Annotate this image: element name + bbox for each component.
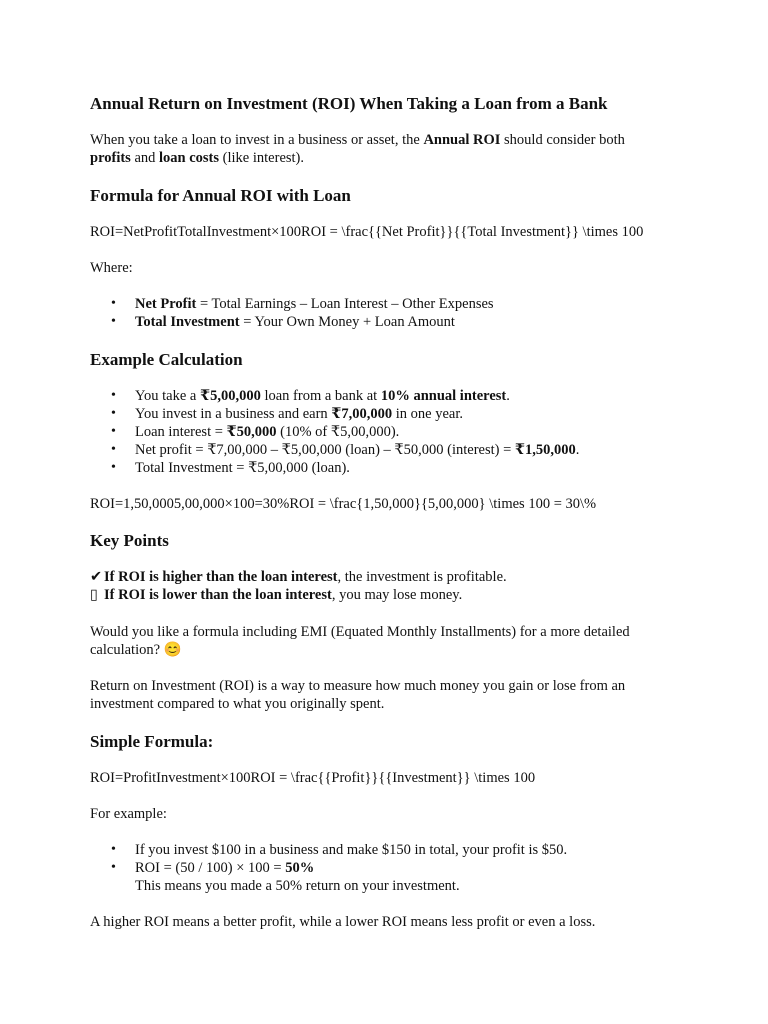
formula-simple-roi: ROI=ProfitInvestment×100ROI = \frac{{Profit}}{{Investment}} \times 100 xyxy=(90,770,536,786)
bold-text: ₹7,00,000 xyxy=(331,406,393,422)
text: Loan interest = xyxy=(135,424,227,440)
key-point-text: , the investment is profitable. xyxy=(337,569,507,585)
text: Net profit = ₹7,00,000 – ₹5,00,000 (loan) – ₹50,000 (interest) = xyxy=(135,442,515,458)
definition-term: Net Profit xyxy=(135,296,197,312)
example-list xyxy=(90,387,579,477)
section-title-key-points: Key Points xyxy=(90,531,169,550)
section-title-example: Example Calculation xyxy=(90,350,243,369)
intro-paragraph xyxy=(90,131,690,167)
intro-text: (like interest). xyxy=(219,150,305,166)
list-item xyxy=(90,441,579,459)
missing-glyph-icon: ▯ xyxy=(90,587,98,603)
list-item xyxy=(90,405,579,423)
section-title-simple-formula: Simple Formula: xyxy=(90,732,214,751)
key-point-text: , you may lose money. xyxy=(331,587,463,603)
text: ROI = (50 / 100) × 100 = xyxy=(135,860,286,876)
intro-text: When you take a loan to invest in a business or asset, the xyxy=(90,132,424,148)
list-item xyxy=(90,841,567,859)
bold-text: ₹1,50,000 xyxy=(514,442,576,458)
list-item xyxy=(90,387,579,405)
intro-text: should consider both xyxy=(500,132,625,148)
key-point-bold: If ROI is lower than the loan interest xyxy=(104,587,332,603)
list-item xyxy=(90,423,579,441)
bold-text: ₹50,000 xyxy=(226,424,277,440)
check-icon: ✔ xyxy=(90,569,103,585)
text: You take a xyxy=(135,388,200,404)
text: You invest in a business and earn xyxy=(135,406,332,422)
intro-bold-loan-costs: loan costs xyxy=(159,150,220,166)
definition-text: = Your Own Money + Loan Amount xyxy=(239,314,455,330)
bold-text: 50% xyxy=(285,860,315,876)
list-item xyxy=(90,859,567,895)
for-example-label: For example: xyxy=(90,806,167,822)
definition-text: = Total Earnings – Loan Interest – Other Expenses xyxy=(196,296,494,312)
roi-explainer: Return on Investment (ROI) is a way to measure how much money you gain or lose from an investment compared to what you originally spent. xyxy=(90,678,626,712)
list-item xyxy=(90,295,494,313)
intro-text: and xyxy=(130,150,160,166)
list-item xyxy=(90,459,579,477)
intro-bold-profits: profits xyxy=(90,150,131,166)
bold-text: 10% annual interest xyxy=(380,388,507,404)
where-label: Where: xyxy=(90,260,133,276)
key-points-paragraph xyxy=(90,568,690,604)
text: loan from a bank at xyxy=(260,388,381,404)
bold-text: ₹5,00,000 xyxy=(199,388,261,404)
text: This means you made a 50% return on your investment. xyxy=(135,878,460,894)
section-title-annual-roi: Annual Return on Investment (ROI) When Taking a Loan from a Bank xyxy=(90,94,608,113)
text: If you invest $100 in a business and make $150 in total, your profit is $50. xyxy=(135,842,568,858)
formula-roi-loan: ROI=NetProfitTotalInvestment×100ROI = \frac{{Net Profit}}{{Total Investment}} \times 100 xyxy=(90,224,644,240)
key-point-bold: If ROI is higher than the loan interest xyxy=(104,569,338,585)
definitions-list xyxy=(90,295,494,331)
formula-roi-example: ROI=1,50,0005,00,000×100=30%ROI = \frac{1,50,000}{5,00,000} \times 100 = 30\% xyxy=(90,496,597,512)
simple-example-list xyxy=(90,841,567,895)
text: . xyxy=(575,442,580,458)
emi-question: Would you like a formula including EMI (Equated Monthly Installments) for a more detailed calculation? 😊 xyxy=(90,624,630,658)
text: Total Investment = ₹5,00,000 (loan). xyxy=(135,460,350,476)
text: in one year. xyxy=(392,406,463,422)
intro-bold-annual-roi: Annual ROI xyxy=(423,132,501,148)
list-item xyxy=(90,313,494,331)
section-title-formula: Formula for Annual ROI with Loan xyxy=(90,186,351,205)
conclusion-paragraph: A higher ROI means a better profit, while a lower ROI means less profit or even a loss. xyxy=(90,914,596,930)
text: . xyxy=(506,388,510,404)
text: (10% of ₹5,00,000). xyxy=(276,424,400,440)
definition-term: Total Investment xyxy=(135,314,240,330)
